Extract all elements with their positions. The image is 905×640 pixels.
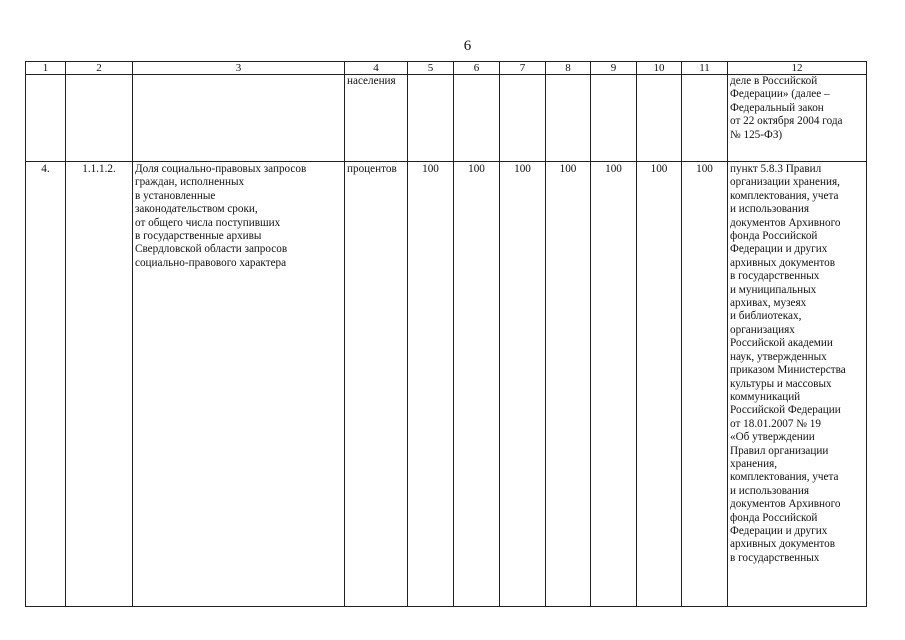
value-col-11: 100	[682, 162, 728, 607]
indicator-line: Доля социально-правовых запросов	[135, 163, 307, 175]
cell-empty	[408, 75, 454, 162]
col-header-10: 10	[637, 62, 682, 75]
indicator-row	[26, 162, 867, 607]
basis-line: документов Архивного	[730, 216, 841, 229]
basis-line: комплектования, учета	[730, 189, 839, 202]
cell-empty	[682, 75, 728, 162]
basis-line: Федерации» (далее –	[730, 88, 830, 101]
col-header-5: 5	[408, 62, 454, 75]
col-header-1: 1	[26, 62, 66, 75]
basis-line: от 18.01.2007 № 19	[730, 417, 821, 430]
basis-line: Правил организации	[730, 444, 829, 457]
basis-line: культуры и массовых	[730, 377, 832, 390]
basis-line: «Об утверждении	[730, 431, 815, 444]
basis-line: Федерации и других	[730, 243, 828, 256]
cell-empty	[591, 75, 637, 162]
cell-empty	[500, 75, 546, 162]
col-header-7: 7	[500, 62, 546, 75]
value-col-10: 100	[637, 162, 682, 607]
col-header-3: 3	[133, 62, 345, 75]
cell-empty	[454, 75, 500, 162]
value-col-9: 100	[591, 162, 637, 607]
basis-line: Федеральный закон	[730, 101, 824, 114]
col-header-2: 2	[66, 62, 133, 75]
basis-line: наук, утвержденных	[730, 350, 827, 363]
basis-line: документов Архивного	[730, 498, 841, 511]
basis-line: в государственных	[730, 270, 820, 283]
value-col-8: 100	[546, 162, 591, 607]
cell-empty	[637, 75, 682, 162]
indicator-line: Свердловской области запросов	[135, 243, 288, 256]
basis-line: и использования	[730, 484, 810, 497]
basis-line: пункт 5.8.3 Правил	[730, 163, 822, 175]
indicator-line: социально-правового характера	[135, 256, 287, 269]
indicators-table	[25, 61, 867, 607]
basis-line: приказом Министерства	[730, 364, 846, 377]
basis-line: Российской академии	[730, 337, 833, 350]
basis-line: хранения,	[730, 457, 778, 470]
continuation-unit: населения	[345, 75, 408, 162]
basis-line: и использования	[730, 203, 810, 216]
basis-line: деле в Российской	[730, 75, 818, 87]
page-number: 6	[463, 38, 472, 54]
value-col-6: 100	[454, 162, 500, 607]
basis-line: архивах, музеях	[730, 297, 807, 310]
col-header-4: 4	[345, 62, 408, 75]
col-header-11: 11	[682, 62, 728, 75]
value-col-7: 100	[500, 162, 546, 607]
basis-line: организациях	[730, 323, 795, 336]
basis-line: архивных документов	[730, 256, 835, 269]
cell-empty	[66, 75, 133, 162]
basis-line: от 22 октября 2004 года	[730, 115, 843, 128]
col-header-12: 12	[728, 62, 867, 75]
indicator-line: законодательством сроки,	[135, 203, 258, 216]
basis-line: фонда Российской	[730, 230, 818, 243]
basis-line: коммуникаций	[730, 390, 801, 403]
indicator-line: в государственные архивы	[135, 230, 262, 243]
indicator-line: в установленные	[135, 189, 216, 202]
basis-line: фонда Российской	[730, 511, 818, 524]
indicator-unit: процентов	[345, 162, 408, 607]
basis-line: и библиотеках,	[730, 310, 802, 323]
indicator-name	[133, 162, 345, 607]
basis-line: комплектования, учета	[730, 471, 839, 484]
col-header-9: 9	[591, 62, 637, 75]
basis-line: в государственных	[730, 551, 820, 564]
basis-line: № 125-ФЗ)	[730, 128, 783, 141]
col-header-8: 8	[546, 62, 591, 75]
basis-line: архивных документов	[730, 538, 835, 551]
column-number-header-row	[26, 62, 867, 75]
basis-line: и муниципальных	[730, 283, 817, 296]
basis-line: организации хранения,	[730, 176, 840, 189]
indicator-line: от общего числа поступивших	[135, 216, 281, 229]
row-number: 4.	[26, 162, 66, 607]
basis-line: Российской Федерации	[730, 404, 841, 417]
value-col-5: 100	[408, 162, 454, 607]
basis-line: Федерации и других	[730, 524, 828, 537]
continuation-row	[26, 75, 867, 162]
col-header-6: 6	[454, 62, 500, 75]
indicator-basis	[728, 162, 867, 607]
cell-empty	[546, 75, 591, 162]
indicator-code: 1.1.1.2.	[66, 162, 133, 607]
continuation-basis	[728, 75, 867, 162]
cell-empty	[26, 75, 66, 162]
indicator-line: граждан, исполненных	[135, 176, 245, 189]
cell-empty	[133, 75, 345, 162]
